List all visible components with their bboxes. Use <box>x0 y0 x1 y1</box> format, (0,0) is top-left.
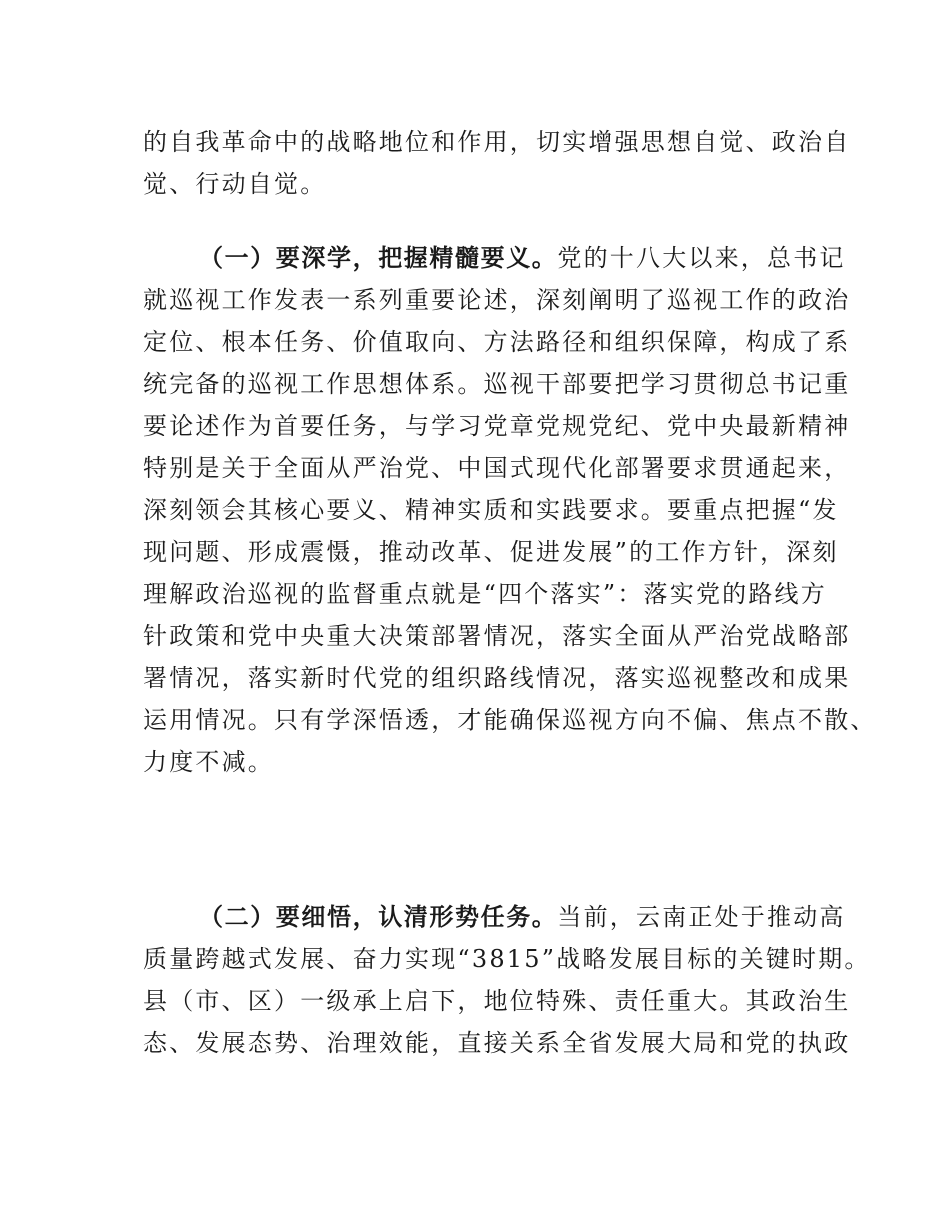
section-1-first-line-text: 党的十八大以来，总书记 <box>557 244 846 272</box>
text-line: 深刻领会其核心要义、精神实质和实践要求。要重点把握“发 <box>143 496 839 524</box>
text-line: 理解政治巡视的监督重点就是“四个落实”：落实党的路线方 <box>143 580 827 608</box>
text-line: 运用情况。只有学深悟透，才能确保巡视方向不偏、焦点不散、 <box>143 706 877 734</box>
section-1-paragraph <box>143 237 877 783</box>
section-1-first-line <box>143 237 846 279</box>
text-line: 力度不减。 <box>143 748 274 776</box>
intro-paragraph <box>143 121 851 205</box>
text-line: 县（市、区）一级承上启下，地位特殊、责任重大。其政治生 <box>143 987 851 1015</box>
text-line: 署情况，落实新时代党的组织路线情况，落实巡视整改和成果 <box>143 664 851 692</box>
text-line: 统完备的巡视工作思想体系。巡视干部要把学习贯彻总书记重 <box>143 370 851 398</box>
section-2-first-line <box>143 896 846 938</box>
text-line: 特别是关于全面从严治党、中国式现代化部署要求贯通起来， <box>143 454 851 482</box>
text-line: 就巡视工作发表一系列重要论述，深刻阐明了巡视工作的政治 <box>143 286 851 314</box>
section-2-heading: （二）要细悟，认清形势任务。 <box>199 903 558 931</box>
text-line: 态、发展态势、治理效能，直接关系全省发展大局和党的执政 <box>143 1029 851 1057</box>
text-line: 定位、根本任务、价值取向、方法路径和组织保障，构成了系 <box>143 328 851 356</box>
text-line: 质量跨越式发展、奋力实现“3815”战略发展目标的关键时期。 <box>143 945 871 973</box>
section-2-paragraph <box>143 896 871 1064</box>
text-line: 针政策和党中央重大决策部署情况，落实全面从严治党战略部 <box>143 622 851 650</box>
text-line: 的自我革命中的战略地位和作用，切实增强思想自觉、政治自 <box>143 128 851 156</box>
text-line: 觉、行动自觉。 <box>143 170 327 198</box>
section-2-first-line-text: 当前，云南正处于推动高 <box>557 903 846 931</box>
text-line: 要论述作为首要任务，与学习党章党规党纪、党中央最新精神 <box>143 412 851 440</box>
text-line: 现问题、形成震慑，推动改革、促进发展”的工作方针，深刻 <box>143 538 839 566</box>
section-1-heading: （一）要深学，把握精髓要义。 <box>199 244 558 272</box>
